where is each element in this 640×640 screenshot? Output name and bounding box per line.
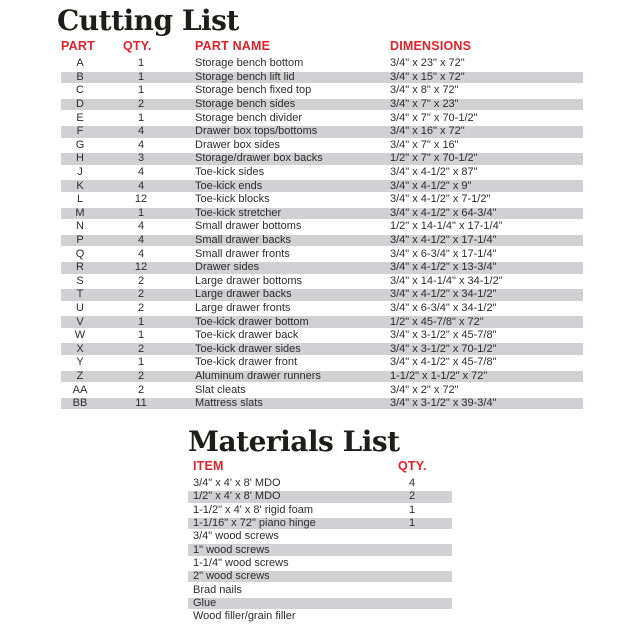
cutting-list-cell-name: Large drawer fronts [195, 301, 291, 314]
cutting-list-cell-qty: 3 [137, 152, 145, 165]
cutting-list-cell-dimensions: 3/4" x 3-1/2" x 39-3/4" [390, 397, 497, 410]
materials-list-row [188, 530, 452, 543]
cutting-list-cell-name: Large drawer bottoms [195, 274, 302, 287]
materials-list-row [188, 477, 452, 490]
cutting-list-cell-name: Storage/drawer box backs [195, 152, 323, 165]
cutting-list-header-part-name: PART NAME [195, 39, 271, 53]
cutting-list-row [61, 179, 583, 193]
materials-list-cell-qty: 2 [408, 490, 416, 503]
cutting-list-cell-name: Toe-kick stretcher [195, 206, 282, 219]
materials-list-cell-item: 1" wood screws [193, 543, 270, 556]
cutting-list-cell-part: Z [76, 369, 84, 382]
cutting-list-cell-dimensions: 3/4" x 6-3/4" x 34-1/2" [390, 301, 497, 314]
materials-list-row [188, 504, 452, 517]
cutting-list-cell-part: X [76, 342, 84, 355]
cutting-list-row [61, 71, 583, 85]
cutting-list-cell-qty: 2 [137, 369, 145, 382]
cutting-list-cell-qty: 2 [137, 274, 145, 287]
cutting-list-row [61, 98, 583, 112]
cutting-list-cell-name: Drawer sides [195, 261, 260, 274]
cutting-list-cell-dimensions: 3/4" x 4-1/2" x 64-3/4" [390, 206, 497, 219]
cutting-list-cell-dimensions: 3/4" x 4-1/2" x 7-1/2" [390, 193, 491, 206]
cutting-list-cell-qty: 2 [137, 98, 145, 111]
cutting-list-cell-dimensions: 3/4" x 3-1/2" x 45-7/8" [390, 329, 497, 342]
cutting-list-cell-name: Storage bench bottom [195, 57, 304, 70]
cutting-list-cell-qty: 1 [137, 111, 145, 124]
cutting-list-cell-qty: 4 [137, 234, 145, 247]
cutting-list-row [61, 383, 583, 397]
cutting-list-cell-qty: 4 [137, 179, 145, 192]
cutting-list-cell-dimensions: 3/4" x 6-3/4" x 17-1/4" [390, 247, 497, 260]
cutting-list-cell-part: V [76, 315, 84, 328]
cutting-list-title: Cutting List [57, 4, 239, 37]
cutting-list-cell-part: R [76, 261, 84, 274]
cutting-list-cell-dimensions: 3/4" x 2" x 72" [390, 383, 459, 396]
cutting-list-cell-dimensions: 3/4" x 23" x 72" [390, 57, 465, 70]
materials-list-cell-item: 2" wood screws [193, 570, 270, 583]
cutting-list-row [61, 193, 583, 207]
cutting-list-row [61, 152, 583, 166]
cutting-list-cell-qty: 2 [137, 342, 145, 355]
cutting-list-row [61, 329, 583, 343]
cutting-list-cell-part: T [76, 288, 84, 301]
cutting-list-row [61, 166, 583, 180]
cutting-list-cell-part: Y [76, 356, 84, 369]
materials-list-row [188, 543, 452, 556]
cutting-list-cell-part: D [76, 98, 84, 111]
cutting-list-cell-dimensions: 1/2" x 45-7/8" x 72" [390, 315, 484, 328]
cutting-list-cell-dimensions: 3/4" x 3-1/2" x 70-1/2" [390, 342, 497, 355]
materials-list-cell-qty: 1 [408, 503, 416, 516]
cutting-list-cell-qty: 4 [137, 247, 145, 260]
materials-list-row [188, 557, 452, 570]
cutting-list-table [61, 57, 583, 410]
materials-list-cell-item: 3/4" wood screws [193, 530, 279, 543]
materials-list-header-qty: QTY. [398, 459, 427, 473]
cutting-list-cell-name: Drawer box sides [195, 138, 280, 151]
cutting-list-row [61, 275, 583, 289]
cutting-list-row [61, 342, 583, 356]
cutting-list-cell-name: Toe-kick blocks [195, 193, 270, 206]
cutting-list-cell-part: A [76, 57, 84, 70]
cutting-list-cell-dimensions: 3/4" x 4-1/2" x 17-1/4" [390, 234, 497, 247]
materials-list-cell-item: 1/2" x 4' x 8' MDO [193, 490, 281, 503]
cutting-list-row [61, 247, 583, 261]
cutting-list-cell-qty: 1 [137, 315, 145, 328]
cutting-list-row [61, 57, 583, 71]
cutting-list-cell-qty: 4 [137, 220, 145, 233]
cutting-list-cell-dimensions: 1/2" x 14-1/4" x 17-1/4" [390, 220, 503, 233]
cutting-list-header-qty: QTY. [123, 39, 152, 53]
cutting-list-cell-dimensions: 3/4" x 16" x 72" [390, 125, 465, 138]
cutting-list-cell-dimensions: 3/4" x 7" x 23" [390, 98, 459, 111]
materials-list-row [188, 490, 452, 503]
cutting-list-row [61, 234, 583, 248]
cutting-list-cell-dimensions: 1/2" x 7" x 70-1/2" [390, 152, 478, 165]
cutting-list-cell-qty: 12 [134, 193, 148, 206]
materials-list-header-item: ITEM [193, 459, 224, 473]
cutting-list-cell-part: C [76, 84, 84, 97]
cutting-list-cell-qty: 2 [137, 288, 145, 301]
cutting-list-cell-name: Small drawer bottoms [195, 220, 302, 233]
materials-list-row [188, 610, 452, 623]
cutting-list-cell-qty: 1 [137, 84, 145, 97]
cutting-list-cell-dimensions: 3/4" x 4-1/2" x 34-1/2" [390, 288, 497, 301]
cutting-list-cell-dimensions: 3/4" x 8" x 72" [390, 84, 459, 97]
cutting-list-cell-name: Large drawer backs [195, 288, 292, 301]
cutting-list-cell-name: Mattress slats [195, 397, 263, 410]
cutting-list-cell-qty: 1 [137, 206, 145, 219]
cutting-list-cell-name: Small drawer fronts [195, 247, 290, 260]
cutting-list-cell-dimensions: 3/4" x 4-1/2" x 13-3/4" [390, 261, 497, 274]
cutting-list-row [61, 302, 583, 316]
materials-list-cell-item: 1-1/2" x 4' x 8' rigid foam [193, 503, 313, 516]
cutting-list-cell-name: Toe-kick drawer front [195, 356, 298, 369]
cutting-list-cell-name: Aluminum drawer runners [195, 369, 321, 382]
materials-list-cell-item: Brad nails [193, 583, 242, 596]
cutting-list-cell-part: J [77, 166, 83, 179]
cutting-list-cell-qty: 12 [134, 261, 148, 274]
cutting-list-cell-name: Toe-kick drawer sides [195, 342, 301, 355]
cutting-list-cell-qty: 2 [137, 301, 145, 314]
cutting-list-cell-part: K [76, 179, 84, 192]
cutting-list-cell-dimensions: 3/4" x 7" x 70-1/2" [390, 111, 478, 124]
cutting-list-row [61, 356, 583, 370]
cutting-list-cell-name: Toe-kick ends [195, 179, 263, 192]
cutting-list-cell-name: Toe-kick sides [195, 166, 265, 179]
cutting-list-cell-dimensions: 3/4" x 7" x 16" [390, 138, 459, 151]
cutting-list-row [61, 288, 583, 302]
cutting-list-cell-qty: 4 [137, 138, 145, 151]
cutting-list-row [61, 207, 583, 221]
cutting-list-row [61, 370, 583, 384]
cutting-list-cell-dimensions: 3/4" x 14-1/4" x 34-1/2" [390, 274, 503, 287]
materials-list-row [188, 597, 452, 610]
materials-list-row [188, 517, 452, 530]
materials-list-cell-qty: 4 [408, 477, 416, 490]
cutting-list-cell-part: N [76, 220, 84, 233]
cutting-list-cell-dimensions: 3/4" x 4-1/2" x 45-7/8" [390, 356, 497, 369]
cutting-list-cell-dimensions: 3/4" x 4-1/2" x 9" [390, 179, 472, 192]
cutting-list-row [61, 220, 583, 234]
cutting-list-row [61, 315, 583, 329]
cutting-list-cell-name: Storage bench fixed top [195, 84, 312, 97]
cutting-list-cell-name: Storage bench lift lid [195, 70, 295, 83]
cutting-list-cell-name: Slat cleats [195, 383, 246, 396]
cutting-list-cell-qty: 1 [137, 356, 145, 369]
cutting-list-cell-name: Small drawer backs [195, 234, 291, 247]
materials-list-table [188, 477, 452, 623]
materials-list-cell-qty: 1 [408, 517, 416, 530]
cutting-list-cell-part: B [76, 70, 84, 83]
cutting-list-row [61, 84, 583, 98]
cutting-list-cell-dimensions: 1-1/2" x 1-1/2" x 72" [390, 369, 488, 382]
materials-list-row [188, 570, 452, 583]
cutting-list-cell-part: S [76, 274, 84, 287]
cutting-list-cell-name: Toe-kick drawer bottom [195, 315, 309, 328]
cutting-list-cell-qty: 2 [137, 383, 145, 396]
cutting-list-header-part: PART [61, 39, 95, 53]
cutting-list-cell-qty: 1 [137, 329, 145, 342]
cutting-list-cell-part: W [74, 329, 86, 342]
cutting-list-cell-dimensions: 3/4" x 15" x 72" [390, 70, 465, 83]
cutting-list-cell-name: Storage bench divider [195, 111, 303, 124]
cutting-list-cell-part: H [76, 152, 84, 165]
materials-list-cell-item: 1-1/4" wood screws [193, 556, 289, 569]
cutting-list-row [61, 397, 583, 411]
cutting-list-cell-part: L [76, 193, 84, 206]
cutting-list-cell-qty: 11 [135, 397, 147, 410]
cutting-list-row [61, 111, 583, 125]
cutting-list-cell-part: F [76, 125, 84, 138]
cutting-list-cell-part: G [75, 138, 85, 151]
cutting-list-cell-qty: 4 [137, 166, 145, 179]
cutting-list-header-dimensions: DIMENSIONS [390, 39, 472, 53]
cutting-list-row [61, 139, 583, 153]
cutting-list-cell-part: P [76, 234, 84, 247]
cutting-list-cell-dimensions: 3/4" x 4-1/2" x 87" [390, 166, 478, 179]
cutting-list-cell-name: Drawer box tops/bottoms [195, 125, 318, 138]
cutting-list-cell-part: M [75, 206, 85, 219]
materials-list-cell-item: 1-1/16" x 72" piano hinge [193, 517, 316, 530]
cutting-list-cell-qty: 4 [137, 125, 145, 138]
materials-list-cell-item: Glue [193, 596, 217, 609]
cutting-list-cell-part: U [76, 301, 84, 314]
cutting-list-cell-part: BB [72, 397, 88, 410]
cutting-list-cell-part: Q [75, 247, 85, 260]
materials-list-row [188, 583, 452, 596]
cutting-list-row [61, 261, 583, 275]
cutting-list-cell-name: Storage bench sides [195, 98, 296, 111]
cutting-list-cell-qty: 1 [137, 70, 145, 83]
materials-list-cell-item: 3/4" x 4' x 8' MDO [193, 477, 281, 490]
cutting-list-cell-qty: 1 [137, 57, 145, 70]
materials-list-title: Materials List [188, 425, 400, 458]
cutting-list-cell-part: AA [72, 383, 88, 396]
cutting-list-cell-name: Toe-kick drawer back [195, 329, 299, 342]
materials-list-cell-item: Wood filler/grain filler [193, 610, 296, 623]
cutting-list-cell-part: E [76, 111, 84, 124]
cutting-list-row [61, 125, 583, 139]
